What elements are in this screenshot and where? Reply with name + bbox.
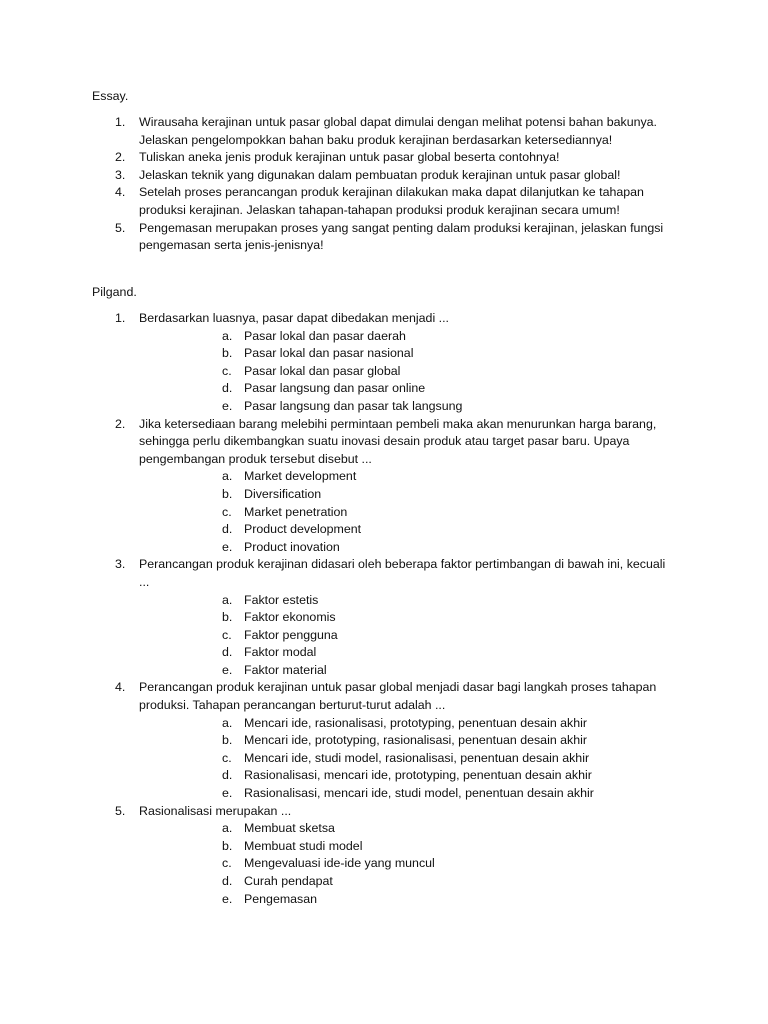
- option-text: Product development: [244, 522, 362, 537]
- option-letter: d.: [222, 874, 233, 888]
- option-letter: d.: [222, 645, 233, 660]
- answer-option: [0, 609, 768, 627]
- essay-question: [0, 220, 679, 255]
- option-text: Mencari ide, studi model, rasionalisasi, penentuan desain akhir: [244, 750, 590, 765]
- question-text: Setelah proses perancangan produk kerajinan dilakukan maka dapat dilanjutkan ke tahapan produksi kerajinan. Jelaskan tahapan-tahapan produksi produk kerajinan secara umum!: [139, 185, 644, 217]
- answer-option: [0, 838, 768, 856]
- option-text: Rasionalisasi, mencari ide, prototyping, penentuan desain akhir: [244, 768, 592, 783]
- option-text: Membuat sketsa: [244, 821, 335, 836]
- option-list: [0, 328, 768, 416]
- option-text: Product inovation: [244, 539, 340, 554]
- option-letter: a.: [222, 469, 233, 484]
- option-letter: b.: [222, 733, 233, 748]
- option-letter: c.: [222, 627, 232, 642]
- option-text: Pasar lokal dan pasar daerah: [244, 328, 406, 343]
- question-number: 1.: [115, 115, 126, 129]
- option-list: [0, 592, 768, 680]
- option-letter: b.: [222, 838, 233, 853]
- answer-option: [0, 662, 768, 680]
- essay-question: [0, 149, 679, 167]
- option-text: Faktor ekonomis: [244, 610, 336, 625]
- option-letter: c.: [222, 363, 232, 378]
- essay-heading: Essay.: [92, 89, 129, 103]
- question-number: 3.: [115, 557, 126, 572]
- answer-option: [0, 468, 768, 486]
- option-text: Diversification: [244, 486, 322, 501]
- essay-question-list: [0, 114, 768, 255]
- mc-question: [0, 679, 679, 714]
- question-number: 2.: [115, 150, 126, 165]
- question-text: Tuliskan aneka jenis produk kerajinan untuk pasar global beserta contohnya!: [139, 150, 560, 165]
- option-text: Pasar langsung dan pasar online: [244, 381, 426, 396]
- answer-option: [0, 644, 768, 662]
- option-letter: e.: [222, 398, 233, 413]
- option-letter: a.: [222, 592, 233, 607]
- option-letter: e.: [222, 539, 233, 554]
- option-list: [0, 820, 768, 908]
- answer-option: [0, 380, 768, 398]
- answer-option: [0, 504, 768, 522]
- option-letter: e.: [222, 891, 233, 906]
- option-text: Faktor material: [244, 662, 327, 677]
- answer-option: [0, 891, 768, 909]
- option-text: Pasar lokal dan pasar nasional: [244, 346, 414, 361]
- answer-option: [0, 363, 768, 381]
- option-letter: a.: [222, 715, 233, 730]
- option-text: Pasar langsung dan pasar tak langsung: [244, 398, 463, 413]
- question-text: Berdasarkan luasnya, pasar dapat dibedakan menjadi ...: [139, 311, 449, 325]
- answer-option: [0, 873, 768, 891]
- question-text: Rasionalisasi merupakan ...: [139, 803, 292, 818]
- option-letter: c.: [222, 856, 232, 871]
- answer-option: [0, 539, 768, 557]
- answer-option: [0, 715, 768, 733]
- option-letter: c.: [222, 750, 232, 765]
- question-number: 4.: [115, 185, 126, 200]
- option-letter: b.: [222, 346, 233, 361]
- question-number: 4.: [115, 680, 126, 695]
- essay-question: [0, 167, 679, 185]
- mc-question: [0, 803, 679, 821]
- option-letter: d.: [222, 381, 233, 396]
- option-letter: d.: [222, 768, 233, 783]
- mc-question: [0, 310, 679, 328]
- option-text: Mengevaluasi ide-ide yang muncul: [244, 856, 435, 871]
- pilgand-heading: Pilgand.: [92, 285, 137, 299]
- answer-option: [0, 486, 768, 504]
- option-list: [0, 715, 768, 803]
- option-letter: e.: [222, 662, 233, 677]
- mc-question: [0, 556, 679, 591]
- question-number: 5.: [115, 803, 126, 818]
- mc-question: [0, 416, 679, 469]
- option-letter: c.: [222, 504, 232, 519]
- option-text: Rasionalisasi, mencari ide, studi model, penentuan desain akhir: [244, 786, 594, 801]
- option-letter: b.: [222, 610, 233, 625]
- question-text: Perancangan produk kerajinan untuk pasar global menjadi dasar bagi langkah proses tahapan produksi. Tahapan perancangan berturut-turut adalah ...: [139, 680, 657, 713]
- option-text: Pasar lokal dan pasar global: [244, 363, 401, 378]
- question-number: 5.: [115, 220, 126, 235]
- option-list: [0, 468, 768, 556]
- option-text: Market development: [244, 469, 357, 484]
- option-text: Faktor modal: [244, 645, 317, 660]
- option-letter: d.: [222, 522, 233, 537]
- answer-option: [0, 398, 768, 416]
- option-letter: a.: [222, 821, 233, 836]
- option-text: Market penetration: [244, 504, 348, 519]
- answer-option: [0, 592, 768, 610]
- answer-option: [0, 328, 768, 346]
- answer-option: [0, 785, 768, 803]
- question-text: Wirausaha kerajinan untuk pasar global dapat dimulai dengan melihat potensi bahan bakunya. Jelaskan pengelompokkan bahan baku produk kerajinan berdasarkan ketersediannya!: [139, 115, 657, 147]
- option-text: Membuat studi model: [244, 838, 363, 853]
- essay-question: [0, 184, 679, 219]
- option-text: Faktor estetis: [244, 592, 319, 607]
- option-text: Pengemasan: [244, 891, 318, 906]
- option-letter: a.: [222, 328, 233, 343]
- question-number: 3.: [115, 167, 126, 182]
- answer-option: [0, 750, 768, 768]
- option-letter: b.: [222, 486, 233, 501]
- answer-option: [0, 521, 768, 539]
- essay-question: [0, 114, 679, 149]
- answer-option: [0, 732, 768, 750]
- question-number: 1.: [115, 311, 126, 325]
- answer-option: [0, 820, 768, 838]
- answer-option: [0, 627, 768, 645]
- answer-option: [0, 767, 768, 785]
- question-text: Jika ketersediaan barang melebihi permintaan pembeli maka akan menurunkan harga barang, sehingga perlu dikembangkan suatu inovasi desain produk atau target pasar baru. Upaya pengembangan produk tersebut disebut ...: [139, 416, 657, 466]
- option-text: Curah pendapat: [244, 874, 333, 888]
- question-number: 2.: [115, 416, 126, 431]
- answer-option: [0, 345, 768, 363]
- option-text: Mencari ide, rasionalisasi, prototyping, penentuan desain akhir: [244, 715, 588, 730]
- option-text: Faktor pengguna: [244, 627, 338, 642]
- answer-option: [0, 855, 768, 873]
- question-text: Pengemasan merupakan proses yang sangat penting dalam produksi kerajinan, jelaskan fungsi pengemasan serta jenis-jenisnya!: [139, 220, 664, 253]
- option-text: Mencari ide, prototyping, rasionalisasi, penentuan desain akhir: [244, 733, 588, 748]
- option-letter: e.: [222, 786, 233, 801]
- multiple-choice-list: [0, 310, 768, 908]
- question-text: Jelaskan teknik yang digunakan dalam pembuatan produk kerajinan untuk pasar global!: [139, 167, 621, 182]
- question-text: Perancangan produk kerajinan didasari oleh beberapa faktor pertimbangan di bawah ini, kecuali ...: [139, 557, 666, 589]
